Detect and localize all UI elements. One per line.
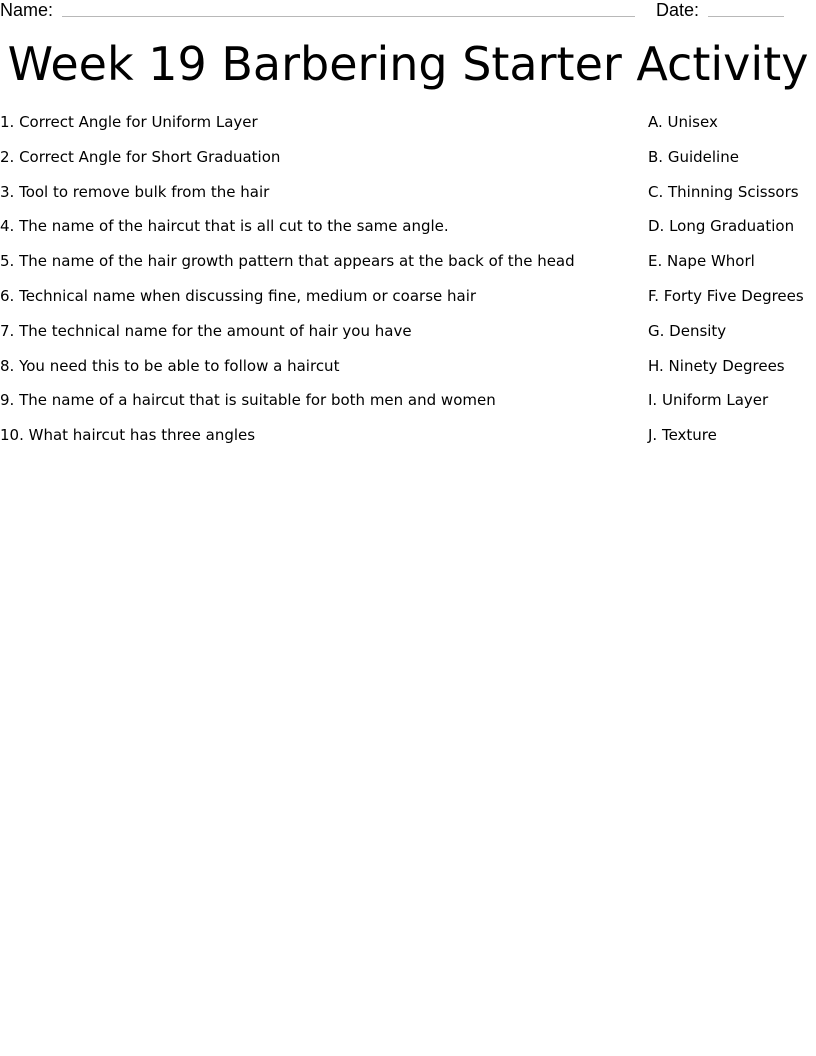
clue-list [0,112,630,460]
clue-item: 3. Tool to remove bulk from the hair [0,182,270,201]
answer-item: C. Thinning Scissors [648,182,799,201]
name-field[interactable] [62,16,635,17]
clue-item: 8. You need this to be able to follow a haircut [0,356,340,375]
clue-item: 7. The technical name for the amount of hair you have [0,321,412,340]
answer-item: D. Long Graduation [648,217,795,236]
page-title: Week 19 Barbering Starter Activity [7,37,809,91]
answer-item: H. Ninety Degrees [648,356,785,375]
worksheet-header [0,0,816,24]
clue-item: 6. Technical name when discussing fine, medium or coarse hair [0,286,477,305]
date-label: Date: [656,0,700,20]
answer-item: I. Uniform Layer [648,391,769,410]
clue-item: 10. What haircut has three angles [0,426,256,445]
answer-item: E. Nape Whorl [648,252,755,271]
answer-item: B. Guideline [648,147,739,166]
clue-item: 5. The name of the hair growth pattern that appears at the back of the head [0,252,575,271]
answer-item: G. Density [648,321,727,340]
clue-item: 4. The name of the haircut that is all cut to the same angle. [0,217,449,236]
date-field[interactable] [708,16,784,17]
answer-item: F. Forty Five Degrees [648,286,804,305]
clue-item: 9. The name of a haircut that is suitable for both men and women [0,391,496,410]
answer-item: A. Unisex [648,113,718,131]
clue-item: 2. Correct Angle for Short Graduation [0,147,281,166]
name-label: Name: [0,0,54,20]
answer-list [648,112,816,460]
clue-item: 1. Correct Angle for Uniform Layer [0,113,258,131]
answer-item: J. Texture [648,426,717,445]
